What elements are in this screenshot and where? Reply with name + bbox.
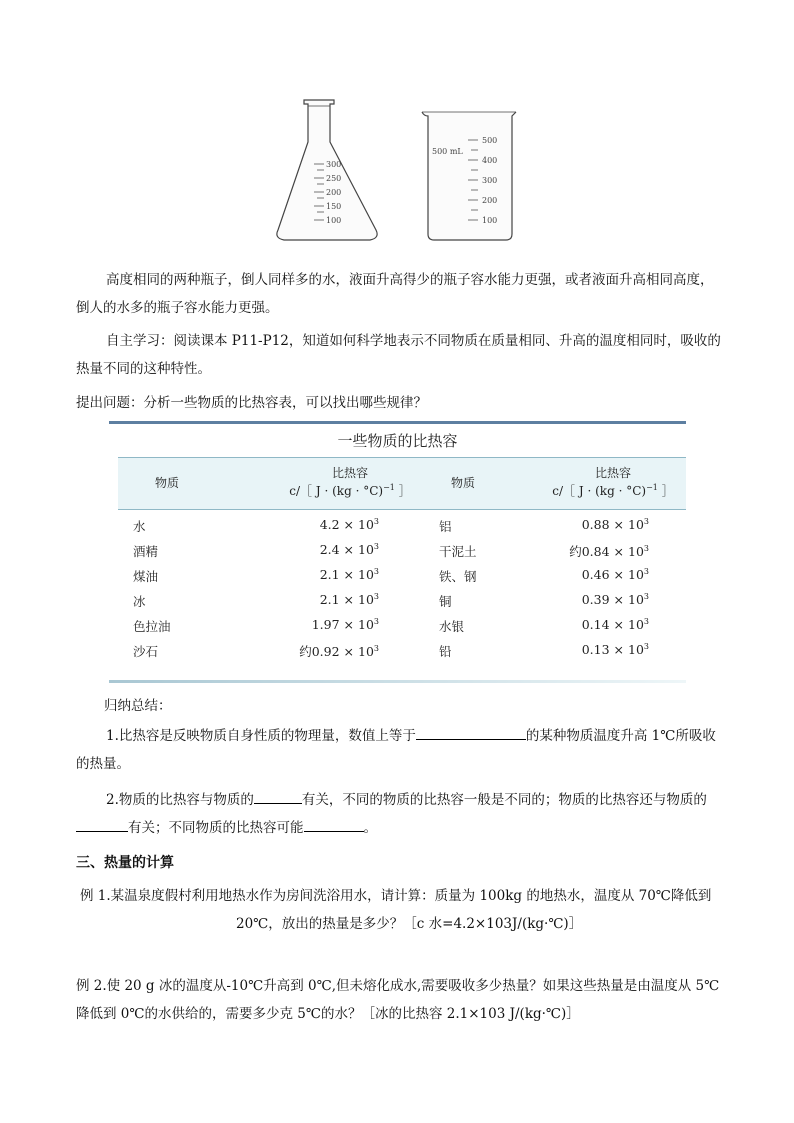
table-cell-value: $1.97 \times 10^3$ bbox=[311, 616, 379, 632]
table-cell-value: 约$0.92 \times 10^3$ bbox=[299, 643, 379, 659]
example-1-line-1: 例 1.某温泉度假村利用地热水作为房间洗浴用水，请计算：质量为 100kg 的地热水，温度从 70℃降低到 bbox=[80, 888, 712, 904]
table-cell-value: $4.2 \times 10^3$ bbox=[319, 516, 379, 532]
header-shc-label: 比热容 bbox=[331, 466, 368, 480]
question-text: 提出问题：分析一些物质的比热容表，可以找出哪些规律？ bbox=[76, 395, 427, 411]
table-cell-value: $2.4 \times 10^3$ bbox=[319, 541, 379, 557]
blank-2[interactable] bbox=[254, 789, 302, 804]
beaker-mark-400: 400 bbox=[482, 156, 498, 165]
table-cell-substance: 铁、钢 bbox=[439, 569, 477, 584]
table-cell-substance: 煤油 bbox=[133, 569, 159, 584]
flask-mark-200: 200 bbox=[326, 188, 342, 197]
table-cell-substance: 铝 bbox=[439, 519, 452, 534]
example-1-line-2: 20℃，放出的热量是多少？［c 水=4.2×103J/(kg·℃)］ bbox=[236, 916, 583, 932]
example-1 bbox=[80, 882, 730, 938]
table-cell-substance: 水 bbox=[133, 519, 146, 534]
flask-mark-300: 300 bbox=[326, 160, 342, 169]
beaker-unit-label: 500 mL bbox=[432, 147, 463, 156]
header-substance-left: 物质 bbox=[154, 476, 179, 490]
example-2: 例 2.使 20 g 冰的温度从-10℃升高到 0℃,但未熔化成水,需要吸收多少热量？如果这些热量是由温度从 5℃降低到 0℃的水供给的，需要多少克 5℃的水？［冰的比热容 2.1×103 J/(kg·℃)］ bbox=[76, 978, 720, 1022]
table-cell-substance: 铜 bbox=[439, 594, 452, 609]
table-top-rule bbox=[109, 421, 686, 424]
table-cell-value: $0.46 \times 10^3$ bbox=[581, 566, 649, 582]
beaker-mark-100: 100 bbox=[482, 216, 498, 225]
section-heading: 三、热量的计算 bbox=[76, 855, 174, 871]
table-cell-substance: 冰 bbox=[133, 594, 146, 609]
table-title: 一些物质的比热容 bbox=[337, 432, 458, 450]
table-cell-substance: 色拉油 bbox=[133, 619, 171, 634]
summary-point-2: 2.物质的比热容与物质的 有关，不同的物质的比热容一般是不同的；物质的比热容还与物质的有关；不同物质的比热容可能 。 bbox=[76, 786, 726, 842]
table-cell-value: $2.1 \times 10^3$ bbox=[319, 591, 379, 607]
blank-3[interactable] bbox=[76, 817, 128, 832]
header-shc-right: 比热容 c/［ J · (kg · °C)$^{-1}$ ］ bbox=[552, 466, 674, 498]
beaker-mark-500: 500 bbox=[482, 136, 498, 145]
header-shc-left bbox=[270, 464, 430, 500]
table-cell-value: 约$0.84 \times 10^3$ bbox=[569, 543, 649, 559]
table-cell-substance: 干泥土 bbox=[439, 544, 477, 559]
header-shc-unit: c/［ J · (kg · °C)$^{-1}$ ］ bbox=[289, 483, 411, 498]
table-cell-substance: 铅 bbox=[439, 644, 452, 659]
beaker-mark-200: 200 bbox=[482, 196, 498, 205]
flask-mark-100: 100 bbox=[326, 216, 342, 225]
table-cell-value: $0.88 \times 10^3$ bbox=[581, 516, 649, 532]
blank-1[interactable] bbox=[416, 725, 526, 740]
beaker-illustration bbox=[418, 108, 522, 243]
table-cell-substance: 酒精 bbox=[133, 544, 159, 559]
blank-4[interactable] bbox=[304, 817, 364, 832]
table-cell-value: $0.14 \times 10^3$ bbox=[581, 616, 649, 632]
table-cell-value: $2.1 \times 10^3$ bbox=[319, 566, 379, 582]
table-header-row bbox=[118, 457, 686, 510]
paragraph-self-study: 自主学习：阅读课本 P11-P12，知道如何科学地表示不同物质在质量相同、升高的温度相同时，吸收的热量不同的这种特性。 bbox=[76, 333, 721, 377]
table-bottom-rule bbox=[109, 680, 686, 683]
flask-mark-150: 150 bbox=[326, 202, 342, 211]
beaker-mark-300: 300 bbox=[482, 176, 498, 185]
paragraph-bottle-comparison: 高度相同的两种瓶子，倒人同样多的水，液面升高得少的瓶子容水能力更强，或者液面升高相同高度，倒人的水多的瓶子容水能力更强。 bbox=[76, 272, 714, 316]
header-substance-right: 物质 bbox=[450, 476, 475, 490]
summary-point-1: 1.比热容是反映物质自身性质的物理量，数值上等于 的某种物质温度升高 1℃所吸收的热量。 bbox=[76, 722, 726, 778]
table-cell-substance: 沙石 bbox=[133, 644, 159, 659]
table-cell-substance: 水银 bbox=[439, 619, 465, 634]
specific-heat-table bbox=[109, 421, 686, 683]
table-cell-value: $0.39 \times 10^3$ bbox=[581, 591, 649, 607]
flask-illustration bbox=[272, 96, 382, 246]
flask-mark-250: 250 bbox=[326, 174, 342, 183]
summary-label: 归纳总结： bbox=[104, 698, 172, 714]
table-cell-value: $0.13 \times 10^3$ bbox=[581, 641, 649, 657]
